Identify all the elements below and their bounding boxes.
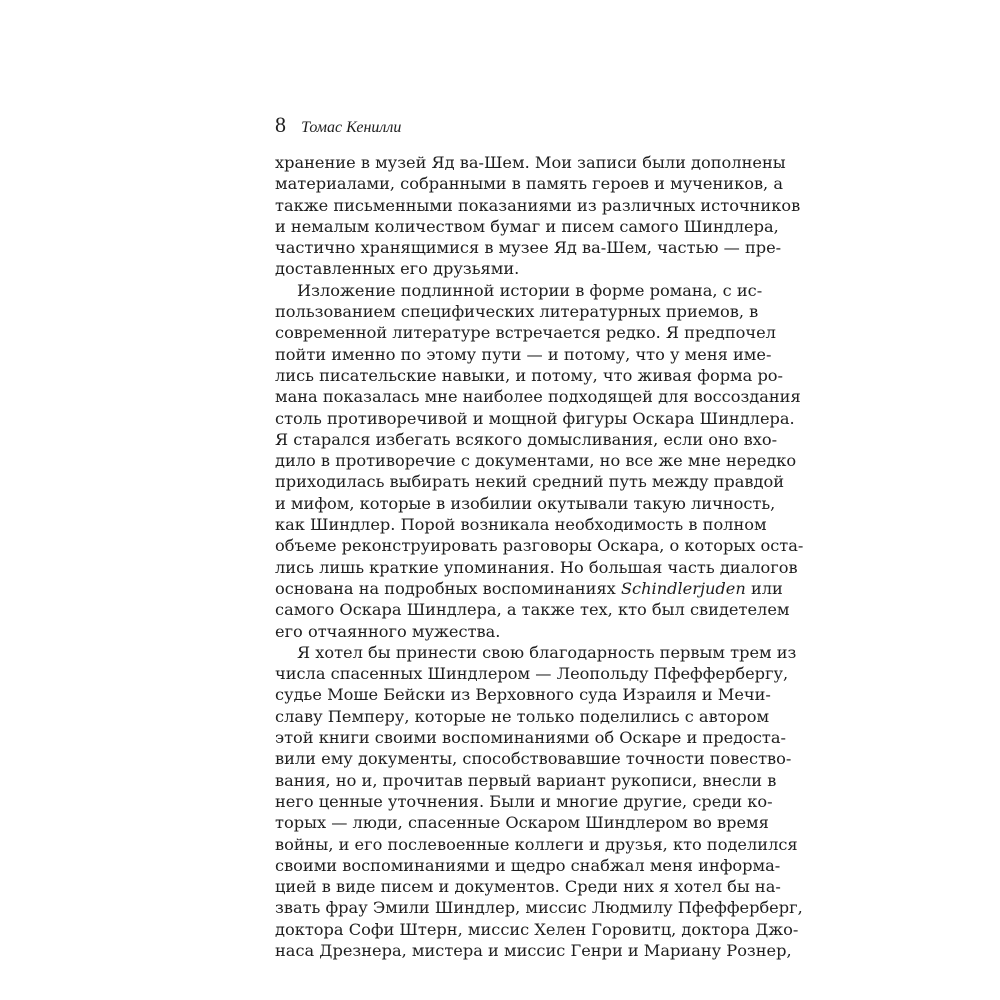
text-line: мана показалась мне наиболее подходящей для воссоздания [275, 387, 801, 407]
text-line: как Шиндлер. Порой возникала необходимость в полном [275, 515, 767, 535]
text-segment: или [750, 578, 783, 598]
text-line: лись лишь краткие упоминания. Но большая часть диалогов [275, 557, 798, 577]
text-line: своими воспоминаниями и щедро снабжал меня информа- [275, 855, 781, 875]
text-line: дило в противоречие с документами, но все же мне нередко [275, 451, 797, 471]
text-line: этой книги своими воспоминаниями об Оскаре и предоста- [275, 728, 786, 748]
text-line: современной литературе встречается редко. Я предпочел [275, 323, 776, 343]
text-line: частично хранящимися в музее Яд ва-Шем, частью — пре- [275, 238, 782, 258]
text-line: торых — люди, спасенные Оскаром Шиндлером во время [275, 813, 769, 833]
text-line: материалами, собранными в память героев и мучеников, а [275, 174, 783, 194]
text-line: войны, и его послевоенные коллеги и друзья, кто поделился [275, 834, 798, 854]
text-line: пойти именно по этому пути — и потому, что у меня име- [275, 344, 772, 364]
text-line: Я старался избегать всякого домысливания, если оно вхо- [275, 429, 778, 449]
text-line: также письменными показаниями из различных источников [275, 195, 801, 215]
text-line: доктора Софи Штерн, миссис Хелен Горовитц, доктора Джо- [275, 919, 799, 939]
text-line: него ценные уточнения. Были и многие другие, среди ко- [275, 791, 773, 811]
text-segment: основана на подробных воспоминаниях [275, 578, 621, 598]
text-line: звать фрау Эмили Шиндлер, миссис Людмилу Пфефферберг, [275, 898, 803, 918]
text-line: славу Пемперу, которые не только поделились с автором [275, 706, 770, 726]
text-line: приходилась выбирать некий средний путь между правдой [275, 472, 785, 492]
text-line: его отчаянного мужества. [275, 621, 501, 641]
text-line: и немалым количеством бумаг и писем самого Шиндлера, [275, 216, 779, 236]
text-line: доставленных его друзьями. [275, 259, 520, 279]
text-line: Я хотел бы принести свою благодарность первым трем из [297, 642, 797, 662]
text-line: столь противоречивой и мощной фигуры Оскара Шиндлера. [275, 408, 795, 428]
page-number: 8 [275, 112, 286, 137]
body-text [275, 152, 804, 961]
text-line: хранение в музей Яд ва-Шем. Мои записи были дополнены [275, 153, 786, 172]
text-line: лись писательские навыки, и потому, что живая форма ро- [275, 365, 784, 385]
text-line: цией в виде писем и документов. Среди них я хотел бы на- [275, 877, 781, 897]
running-head [275, 112, 401, 136]
text-line: судье Моше Бейски из Верховного суда Израиля и Мечи- [275, 685, 771, 705]
running-title: Томас Кенилли [301, 119, 402, 136]
text-line: числа спасенных Шиндлером — Леопольду Пфеффербергу, [275, 664, 789, 684]
text-line: Изложение подлинной истории в форме романа, с ис- [297, 280, 763, 300]
emphasized-term: Schindlerjuden [620, 578, 746, 598]
text-line: пользованием специфических литературных приемов, в [275, 302, 759, 322]
text-line: объеме реконструировать разговоры Оскара, о которых оста- [275, 536, 804, 556]
text-line: самого Оскара Шиндлера, а также тех, кто был свидетелем [275, 600, 790, 620]
text-line: и мифом, которые в изобилии окутывали такую личность, [275, 493, 776, 513]
text-line: вили ему документы, способствовавшие точности повество- [275, 749, 792, 769]
text-line: вания, но и, прочитав первый вариант рукописи, внесли в [275, 770, 777, 790]
text-line [275, 578, 783, 599]
text-line: наса Дрезнера, мистера и миссис Генри и Мариану Рознер, [275, 940, 792, 960]
